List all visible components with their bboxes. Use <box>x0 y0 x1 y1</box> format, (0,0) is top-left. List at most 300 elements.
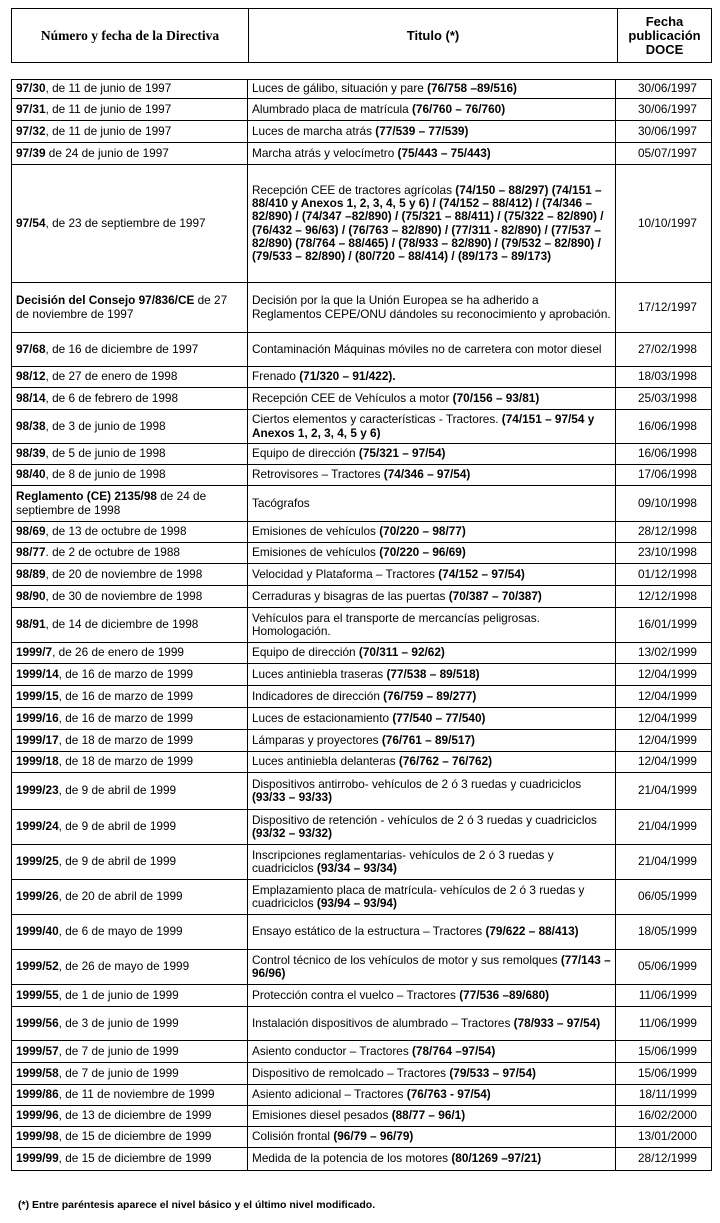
directive-number-date <box>12 80 248 99</box>
bold-text-segment: (75/443 – 75/443) <box>397 145 491 160</box>
directive-number-date <box>12 121 248 143</box>
directive-title <box>248 121 616 143</box>
publication-date-text: 21/04/1999 <box>637 819 697 834</box>
publication-date <box>616 333 712 367</box>
table-row <box>12 950 712 985</box>
publication-date-text: 13/02/1999 <box>637 645 697 660</box>
bold-text-segment: 98/38 <box>16 418 46 433</box>
header-col3-line2: publicación <box>628 27 701 43</box>
text-segment: Cerraduras y bisagras de las puertas <box>252 588 449 603</box>
table-row <box>12 985 712 1007</box>
bold-text-segment: 98/40 <box>16 467 46 482</box>
directive-number-date <box>12 388 248 410</box>
header-row <box>12 9 712 63</box>
table-row <box>12 367 712 388</box>
directive-number-date <box>12 367 248 388</box>
text-segment: , de 23 de septiembre de 1997 <box>45 215 206 230</box>
directive-title <box>248 367 616 388</box>
table-row <box>12 586 712 608</box>
text-segment: , de 11 de junio de 1997 <box>45 123 172 138</box>
bold-text-segment: 1999/40 <box>16 924 59 939</box>
table-row <box>12 752 712 773</box>
directive-number-date <box>12 752 248 773</box>
directive-number-date <box>12 564 248 586</box>
publication-date-text: 21/04/1999 <box>637 783 697 798</box>
text-segment: Vehículos para el transporte de mercancías peligrosas. Homologación. <box>252 610 540 638</box>
bold-text-segment: (96/79 – 96/79) <box>333 1129 414 1144</box>
bold-text-segment: 98/77 <box>16 545 46 560</box>
bold-text-segment: 1999/58 <box>16 1065 59 1080</box>
directive-title <box>248 880 616 915</box>
table-row <box>12 283 712 333</box>
table-row <box>12 333 712 367</box>
text-segment: , de 6 de mayo de 1999 <box>58 924 183 939</box>
directive-title <box>248 1063 616 1085</box>
publication-date <box>616 1063 712 1085</box>
publication-date <box>616 1127 712 1148</box>
publication-date <box>616 950 712 985</box>
directive-title <box>248 915 616 950</box>
directive-number-date <box>12 915 248 950</box>
directive-title <box>248 388 616 410</box>
bold-text-segment: (74/151 – 97/54 y Anexos 1, 2, 3, 4, 5 y 6) <box>252 412 595 440</box>
publication-date-text: 17/12/1997 <box>637 299 697 314</box>
bold-text-segment: 97/31 <box>16 101 46 116</box>
text-segment: , de 15 de diciembre de 1999 <box>58 1151 212 1166</box>
text-segment: , de 14 de diciembre de 1998 <box>45 617 199 632</box>
bold-text-segment: 1999/99 <box>16 1151 59 1166</box>
publication-date <box>616 486 712 522</box>
text-segment: , de 5 de junio de 1998 <box>45 446 166 461</box>
directive-title <box>248 608 616 643</box>
bold-text-segment: (77/143 – 96/96) <box>252 952 611 980</box>
text-segment: Medida de la potencia de los motores <box>252 1151 452 1166</box>
bold-text-segment: 1999/24 <box>16 819 59 834</box>
table-row <box>12 522 712 543</box>
directive-title <box>248 845 616 880</box>
bold-text-segment: (74/150 – 88/297) (74/151 – 88/410 y Anexos 1, 2, 3, 4, 5 y 6) / (74/152 – 88/412) / (74/346 – 82/890) / (74/347 –82/890) / (75/321 – 88/411) / (75/322 – 82/890) / (76/432 – 96/63) / (76/763 – 82/890) / (77/311 - 82/890) / (77/537 – 82/890) (78/764 – 88/465) / (78/933 – 82/890) / (79/532 – 82/890) / (79/533 – 82/890) / (80/720 – 88/414) / (89/173 – 89/173) <box>252 182 604 263</box>
publication-date <box>616 686 712 708</box>
directive-title <box>248 1085 616 1106</box>
text-segment: Emisiones de vehículos <box>252 545 380 560</box>
publication-date <box>616 773 712 810</box>
bold-text-segment: 97/32 <box>16 123 46 138</box>
directive-number-date <box>12 586 248 608</box>
publication-date <box>616 121 712 143</box>
publication-date-text: 18/03/1998 <box>637 369 697 384</box>
directive-number-date <box>12 1127 248 1148</box>
publication-date <box>616 708 712 730</box>
bold-text-segment: (76/761 – 89/517) <box>381 732 475 747</box>
text-segment: , de 16 de marzo de 1999 <box>58 666 194 681</box>
bold-text-segment: (93/32 – 93/32) <box>252 826 333 840</box>
publication-date-text: 16/06/1998 <box>637 418 697 433</box>
table-row <box>12 773 712 810</box>
text-segment: Lámparas y proyectores <box>252 732 382 747</box>
table-row <box>12 880 712 915</box>
publication-date <box>616 586 712 608</box>
text-segment: , de 9 de abril de 1999 <box>58 819 177 834</box>
table-row <box>12 1127 712 1148</box>
text-segment: , de 16 de marzo de 1999 <box>58 688 194 703</box>
bold-text-segment: 98/90 <box>16 588 46 603</box>
publication-date-text: 28/12/1999 <box>637 1151 697 1166</box>
text-segment: , de 26 de enero de 1999 <box>52 645 184 660</box>
bold-text-segment: (79/622 – 88/413) <box>485 924 579 939</box>
header-col-publication-date <box>618 9 712 63</box>
directive-title <box>248 773 616 810</box>
directive-title <box>248 686 616 708</box>
text-segment: , de 11 de junio de 1997 <box>45 101 172 116</box>
text-segment: Dispositivos antirrobo- vehículos de 2 ó 3 ruedas y cuadriciclos <box>252 776 582 791</box>
table-row <box>12 845 712 880</box>
publication-date <box>616 522 712 543</box>
table-row <box>12 410 712 444</box>
publication-date <box>616 543 712 564</box>
publication-date <box>616 367 712 388</box>
table-row <box>12 543 712 564</box>
text-segment: , de 9 de abril de 1999 <box>58 854 177 869</box>
text-segment: Emisiones de vehículos <box>252 524 380 539</box>
bold-text-segment: Decisión del Consejo 97/836/CE <box>16 293 195 308</box>
publication-date <box>616 1148 712 1171</box>
publication-date <box>616 165 712 283</box>
text-segment: Ciertos elementos y características - Tractores. <box>252 412 502 427</box>
directive-title <box>248 333 616 367</box>
bold-text-segment: 98/89 <box>16 566 46 581</box>
publication-date-text: 23/10/1998 <box>637 545 697 560</box>
directive-number-date <box>12 283 248 333</box>
table-row <box>12 1063 712 1085</box>
bold-text-segment: 1999/52 <box>16 959 59 974</box>
directive-number-date <box>12 664 248 686</box>
text-segment: Indicadores de dirección <box>252 688 384 703</box>
directive-title <box>248 985 616 1007</box>
text-segment: . de 2 de octubre de 1988 <box>45 545 180 560</box>
directive-number-date <box>12 444 248 465</box>
text-segment: , de 20 de abril de 1999 <box>58 889 183 904</box>
directive-title <box>248 444 616 465</box>
directive-number-date <box>12 465 248 486</box>
table-row <box>12 486 712 522</box>
publication-date-text: 15/06/1999 <box>637 1043 697 1058</box>
table-row <box>12 1106 712 1127</box>
table-row <box>12 1085 712 1106</box>
directive-title <box>248 410 616 444</box>
publication-date-text: 05/07/1997 <box>637 145 697 160</box>
table-row <box>12 810 712 845</box>
bold-text-segment: (93/34 – 93/34) <box>316 861 397 875</box>
directive-title <box>248 99 616 121</box>
publication-date <box>616 915 712 950</box>
text-segment: , de 30 de noviembre de 1998 <box>45 588 203 603</box>
publication-date <box>616 388 712 410</box>
bold-text-segment: Reglamento (CE) 2135/98 <box>16 489 157 504</box>
bold-text-segment: 1999/57 <box>16 1043 59 1058</box>
directive-number-date <box>12 1063 248 1085</box>
text-segment: Emisiones diesel pesados <box>252 1108 392 1123</box>
text-segment: Tacógrafos <box>252 495 310 510</box>
text-segment: Decisión por la que la Unión Europea se ha adherido a Reglamentos CEPE/ONU dándoles su reconocimiento y aprobación. <box>252 293 611 321</box>
publication-date-text: 17/06/1998 <box>637 467 697 482</box>
publication-date <box>616 283 712 333</box>
directive-number-date <box>12 99 248 121</box>
directive-title <box>248 543 616 564</box>
directive-number-date <box>12 165 248 283</box>
bold-text-segment: 1999/98 <box>16 1129 59 1144</box>
text-segment: , de 16 de marzo de 1999 <box>58 710 194 725</box>
text-segment: Emplazamiento placa de matrícula- vehículos de 2 ó 3 ruedas y cuadriciclos <box>252 882 585 910</box>
text-segment: , de 11 de junio de 1997 <box>45 81 172 96</box>
header-col3-line1: Fecha <box>645 13 684 29</box>
bold-text-segment: (76/759 – 89/277) <box>383 688 477 703</box>
table-row <box>12 165 712 283</box>
table-row <box>12 708 712 730</box>
bold-text-segment: (88/77 – 96/1) <box>391 1108 466 1123</box>
text-segment: Dispositivo de remolcado – Tractores <box>252 1065 450 1080</box>
text-segment: Colisión frontal <box>252 1129 334 1144</box>
bold-text-segment: 1999/14 <box>16 666 59 681</box>
directive-number-date <box>12 730 248 752</box>
publication-date-text: 15/06/1999 <box>637 1065 697 1080</box>
directive-number-date <box>12 410 248 444</box>
directive-number-date <box>12 810 248 845</box>
directive-number-date <box>12 950 248 985</box>
text-segment: Recepción CEE de tractores agrícolas <box>252 182 456 197</box>
directive-title <box>248 708 616 730</box>
text-segment: de 24 de junio de 1997 <box>45 145 169 160</box>
directive-title <box>248 1041 616 1063</box>
table-row <box>12 1041 712 1063</box>
publication-date-text: 16/06/1998 <box>637 446 697 461</box>
bold-text-segment: 98/91 <box>16 617 46 632</box>
bold-text-segment: 1999/26 <box>16 889 59 904</box>
text-segment: , de 6 de febrero de 1998 <box>45 390 179 405</box>
bold-text-segment: (76/762 – 76/762) <box>398 754 493 769</box>
table-row <box>12 564 712 586</box>
bold-text-segment: 1999/96 <box>16 1108 59 1123</box>
bold-text-segment: 1999/15 <box>16 688 59 703</box>
table-row <box>12 730 712 752</box>
directive-number-date <box>12 845 248 880</box>
directive-title <box>248 143 616 165</box>
bold-text-segment: (75/321 – 97/54) <box>358 446 446 461</box>
publication-date-text: 09/10/1998 <box>637 495 697 510</box>
directive-title <box>248 283 616 333</box>
text-segment: Luces de estacionamiento <box>252 710 393 725</box>
publication-date <box>616 1106 712 1127</box>
text-segment: de 24 de septiembre de 1998 <box>16 489 207 517</box>
directive-number-date <box>12 143 248 165</box>
text-segment: , de 18 de marzo de 1999 <box>58 754 194 769</box>
publication-date-text: 12/04/1999 <box>637 754 697 769</box>
bold-text-segment: 1999/7 <box>16 645 53 660</box>
directive-title <box>248 950 616 985</box>
publication-date <box>616 730 712 752</box>
text-segment: Velocidad y Plataforma – Tractores <box>252 566 439 581</box>
text-segment: Luces antiniebla delanteras <box>252 754 399 769</box>
publication-date <box>616 444 712 465</box>
publication-date-text: 12/12/1998 <box>637 588 697 603</box>
text-segment: Equipo de dirección <box>252 645 359 660</box>
bold-text-segment: 1999/86 <box>16 1087 59 1102</box>
publication-date-text: 12/04/1999 <box>637 688 697 703</box>
publication-date <box>616 80 712 99</box>
bold-text-segment: (93/33 – 93/33) <box>252 790 333 804</box>
table-row <box>12 121 712 143</box>
bold-text-segment: (78/764 –97/54) <box>412 1043 496 1058</box>
text-segment: , de 13 de octubre de 1998 <box>45 524 187 539</box>
publication-date-text: 30/06/1997 <box>637 123 697 138</box>
bold-text-segment: (77/540 – 77/540) <box>392 710 486 725</box>
directive-number-date <box>12 773 248 810</box>
publication-date <box>616 845 712 880</box>
directive-title <box>248 1007 616 1041</box>
publication-date-text: 18/11/1999 <box>638 1087 697 1102</box>
text-segment: , de 3 de junio de 1998 <box>45 418 166 433</box>
publication-date-text: 27/02/1998 <box>637 341 697 356</box>
text-segment: Inscripciones reglamentarias- vehículos de 2 ó 3 ruedas y cuadriciclos <box>252 847 554 875</box>
directive-number-date <box>12 643 248 664</box>
text-segment: Contaminación Máquinas móviles no de carretera con motor diesel <box>252 341 602 356</box>
bold-text-segment: (71/320 – 91/422). <box>299 369 396 384</box>
directive-title <box>248 730 616 752</box>
publication-date <box>616 410 712 444</box>
bold-text-segment: (77/539 – 77/539) <box>375 123 469 138</box>
table-row <box>12 915 712 950</box>
text-segment: , de 26 de mayo de 1999 <box>58 959 190 974</box>
directive-number-date <box>12 1085 248 1106</box>
publication-date-text: 30/06/1997 <box>637 101 697 116</box>
directive-title <box>248 522 616 543</box>
publication-date <box>616 985 712 1007</box>
publication-date-text: 25/03/1998 <box>637 390 697 405</box>
publication-date-text: 01/12/1998 <box>637 566 697 581</box>
directive-title <box>248 465 616 486</box>
bold-text-segment: (76/760 – 76/760) <box>412 101 506 116</box>
publication-date <box>616 643 712 664</box>
text-segment: , de 16 de diciembre de 1997 <box>45 341 199 356</box>
bold-text-segment: 1999/55 <box>16 987 59 1002</box>
publication-date-text: 16/01/1999 <box>637 617 697 632</box>
publication-date <box>616 564 712 586</box>
text-segment: , de 1 de junio de 1999 <box>58 987 179 1002</box>
directive-number-date <box>12 543 248 564</box>
text-segment: Asiento conductor – Tractores <box>252 1043 412 1058</box>
bold-text-segment: 97/68 <box>16 341 46 356</box>
publication-date-text: 12/04/1999 <box>637 732 697 747</box>
publication-date <box>616 465 712 486</box>
bold-text-segment: 98/12 <box>16 369 46 384</box>
text-segment: , de 15 de diciembre de 1999 <box>58 1129 212 1144</box>
bold-text-segment: 98/39 <box>16 446 46 461</box>
directive-title <box>248 643 616 664</box>
bold-text-segment: 97/54 <box>16 215 46 230</box>
text-segment: Luces antiniebla traseras <box>252 666 387 681</box>
bold-text-segment: (76/763 - 97/54) <box>406 1087 491 1102</box>
footnote: (*) Entre paréntesis aparece el nivel básico y el último nivel modificado. <box>18 1199 376 1211</box>
bold-text-segment: 98/69 <box>16 524 46 539</box>
header-table <box>11 8 712 63</box>
publication-date <box>616 810 712 845</box>
table-row <box>12 643 712 664</box>
bold-text-segment: (78/933 – 97/54) <box>513 1015 601 1030</box>
directive-title <box>248 664 616 686</box>
publication-date <box>616 752 712 773</box>
directive-number-date <box>12 522 248 543</box>
publication-date-text: 06/05/1999 <box>637 889 697 904</box>
text-segment: , de 27 de enero de 1998 <box>45 369 178 384</box>
table-row <box>12 143 712 165</box>
publication-date-text: 28/12/1998 <box>637 524 697 539</box>
text-segment: Recepción CEE de Vehículos a motor <box>252 390 453 405</box>
directive-number-date <box>12 708 248 730</box>
bold-text-segment: (79/533 – 97/54) <box>449 1065 536 1080</box>
publication-date <box>616 1007 712 1041</box>
publication-date-text: 18/05/1999 <box>637 924 697 939</box>
bold-text-segment: (77/536 –89/680) <box>459 987 550 1002</box>
directive-number-date <box>12 608 248 643</box>
directive-title <box>248 1106 616 1127</box>
text-segment: , de 18 de marzo de 1999 <box>58 732 194 747</box>
directive-number-date <box>12 1148 248 1171</box>
bold-text-segment: (70/387 – 70/387) <box>448 588 542 603</box>
text-segment: , de 7 de junio de 1999 <box>58 1065 179 1080</box>
publication-date-text: 10/10/1997 <box>637 215 697 230</box>
text-segment: de 27 de noviembre de 1997 <box>16 293 228 321</box>
publication-date <box>616 143 712 165</box>
bold-text-segment: 1999/23 <box>16 783 59 798</box>
bold-text-segment: 1999/16 <box>16 710 59 725</box>
text-segment: Asiento adicional – Tractores <box>252 1087 407 1102</box>
directive-title <box>248 586 616 608</box>
publication-date-text: 30/06/1997 <box>637 81 697 96</box>
directive-title <box>248 80 616 99</box>
table-row <box>12 686 712 708</box>
directives-table-body <box>12 80 712 1171</box>
bold-text-segment: (77/538 – 89/518) <box>386 666 480 681</box>
text-segment: Dispositivo de retención - vehículos de 2 ó 3 ruedas y cuadriciclos <box>252 812 597 827</box>
publication-date-text: 11/06/1999 <box>638 987 697 1002</box>
publication-date-text: 05/06/1999 <box>637 959 697 974</box>
directive-title <box>248 165 616 283</box>
bold-text-segment: (74/152 – 97/54) <box>438 566 525 581</box>
bold-text-segment: (70/156 – 93/81) <box>452 390 540 405</box>
text-segment: Ensayo estático de la estructura – Tractores <box>252 924 486 939</box>
table-row <box>12 608 712 643</box>
bold-text-segment: (80/1269 –97/21) <box>451 1151 542 1166</box>
text-segment: Luces de gálibo, situación y pare <box>252 81 428 96</box>
header-col3-line3: DOCE <box>645 41 684 57</box>
directive-number-date <box>12 1041 248 1063</box>
publication-date <box>616 608 712 643</box>
bold-text-segment: (76/758 –89/516) <box>427 81 517 96</box>
bold-text-segment: (93/94 – 93/94) <box>316 896 397 910</box>
header-col-title: Titulo (*) <box>249 9 618 63</box>
table-row <box>12 80 712 99</box>
table-row <box>12 444 712 465</box>
publication-date-text: 11/06/1999 <box>638 1015 697 1030</box>
bold-text-segment: (74/346 – 97/54) <box>383 467 471 482</box>
publication-date <box>616 99 712 121</box>
directive-title <box>248 564 616 586</box>
text-segment: Equipo de dirección <box>252 446 359 461</box>
directive-number-date <box>12 985 248 1007</box>
directive-title <box>248 810 616 845</box>
directive-title <box>248 752 616 773</box>
table-row <box>12 465 712 486</box>
text-segment: , de 20 de noviembre de 1998 <box>45 566 203 581</box>
